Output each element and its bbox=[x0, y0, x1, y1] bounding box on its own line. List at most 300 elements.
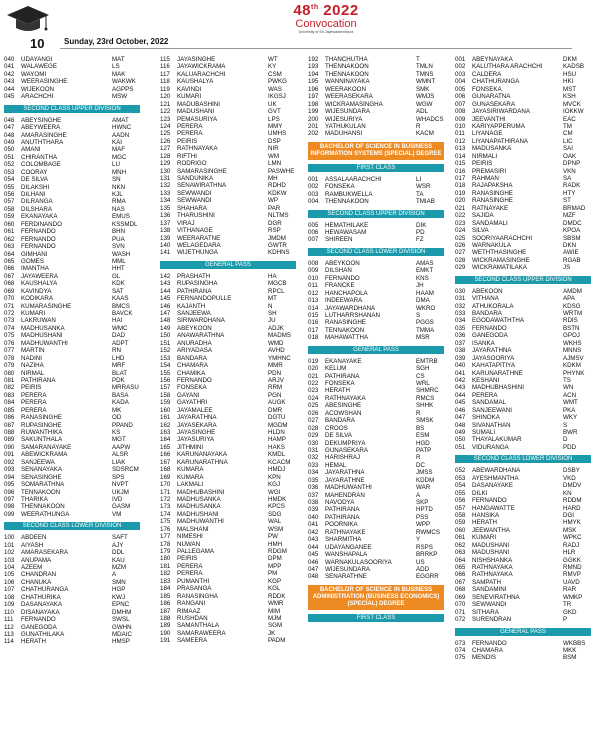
graduate-surname: KESHANI bbox=[472, 376, 500, 384]
graduate-number: 196 bbox=[308, 85, 319, 93]
graduate-number: 084 bbox=[4, 399, 15, 407]
graduate-number: 064 bbox=[455, 556, 466, 564]
graduate-row bbox=[455, 640, 591, 647]
graduate-row bbox=[160, 325, 296, 332]
graduate-initials: AMAS bbox=[416, 259, 434, 267]
graduate-surname: SEWWANDI bbox=[472, 601, 507, 609]
graduate-surname: DASANAYAKE bbox=[472, 482, 514, 490]
graduate-initials: BS bbox=[416, 424, 425, 432]
graduate-surname: DILSHARA bbox=[21, 205, 52, 213]
graduate-surname: GUNATHILAKA bbox=[21, 630, 65, 638]
graduate-number: 022 bbox=[308, 380, 319, 387]
degree-heading: BACHELOR OF SCIENCE IN BUSINESS ADMINISTRATION (BUSINESS ECONOMICS) (SPECIAL) DEGREE bbox=[308, 585, 444, 610]
graduate-number: 004 bbox=[455, 78, 466, 86]
graduate-row bbox=[308, 101, 444, 108]
graduate-number: 057 bbox=[455, 504, 466, 512]
graduate-initials: WAKWK bbox=[112, 78, 136, 86]
graduate-row bbox=[455, 429, 591, 436]
graduate-number: 035 bbox=[455, 324, 466, 332]
graduate-number: 040 bbox=[4, 56, 15, 63]
graduate-surname: SAMARAWEERA bbox=[177, 629, 226, 637]
graduate-row bbox=[160, 392, 296, 399]
graduate-initials: SA bbox=[563, 175, 572, 182]
graduate-row bbox=[455, 407, 591, 414]
graduate-row bbox=[4, 624, 140, 631]
graduate-initials: WGW bbox=[416, 100, 433, 108]
graduate-row bbox=[4, 206, 140, 213]
graduate-surname: FERNANDO bbox=[21, 228, 56, 236]
graduate-surname: MADUHANSI bbox=[325, 130, 363, 138]
graduate-row bbox=[160, 511, 296, 518]
graduate-number: 111 bbox=[4, 616, 14, 624]
graduate-initials: SKP bbox=[416, 499, 429, 506]
graduate-number: 039 bbox=[455, 354, 466, 362]
graduate-number: 125 bbox=[160, 130, 171, 138]
issue-date: Sunday, 23rd October, 2022 bbox=[64, 37, 169, 46]
graduate-row bbox=[160, 310, 296, 317]
graduate-row bbox=[455, 190, 591, 197]
graduate-initials: ADPT bbox=[112, 339, 129, 347]
graduate-surname: FERNANDO bbox=[472, 324, 507, 332]
graduate-row bbox=[160, 138, 296, 145]
graduate-number: 039 bbox=[308, 506, 319, 514]
graduate-number: 093 bbox=[4, 466, 15, 474]
graduate-initials: WMT bbox=[563, 399, 578, 407]
graduate-surname: AMANI bbox=[21, 146, 41, 154]
graduate-initials: RADK bbox=[563, 182, 581, 190]
graduate-number: 118 bbox=[160, 78, 170, 86]
graduate-number: 137 bbox=[160, 219, 171, 227]
graduate-number: 024 bbox=[308, 394, 319, 402]
graduate-surname: GUNASEKARA bbox=[325, 446, 368, 454]
graduate-surname: PERERA bbox=[21, 391, 47, 399]
graduate-surname: DILAKSHI bbox=[21, 183, 50, 191]
page-header bbox=[0, 0, 600, 56]
graduate-initials: BLAT bbox=[112, 369, 128, 377]
graduate-surname: WEERATHUNGA bbox=[21, 510, 70, 518]
graduate-initials: P bbox=[563, 616, 568, 624]
graduate-row bbox=[160, 190, 296, 197]
graduate-number: 006 bbox=[455, 93, 466, 101]
graduate-initials: DPM bbox=[268, 555, 282, 563]
graduate-number: 029 bbox=[308, 432, 319, 440]
graduate-initials: NLTMS bbox=[268, 212, 289, 220]
graduate-number: 009 bbox=[455, 115, 466, 123]
graduate-number: 175 bbox=[160, 518, 171, 526]
graduate-number: 048 bbox=[308, 573, 319, 581]
graduate-row bbox=[4, 511, 140, 518]
graduate-initials: BMCS bbox=[112, 302, 130, 310]
graduate-surname: LIYANAGE bbox=[472, 130, 503, 138]
graduate-number: 018 bbox=[308, 334, 319, 342]
graduate-initials: FZ bbox=[416, 236, 424, 244]
graduate-number: 103 bbox=[4, 556, 15, 564]
graduate-number: 062 bbox=[455, 541, 466, 549]
graduate-row bbox=[455, 594, 591, 601]
graduate-row bbox=[455, 436, 591, 443]
graduate-number: 019 bbox=[308, 357, 319, 365]
graduate-number: 181 bbox=[160, 562, 171, 570]
graduate-row bbox=[455, 116, 591, 123]
graduate-number: 010 bbox=[455, 122, 466, 130]
graduate-initials: MZF bbox=[563, 212, 576, 220]
graduate-number: 105 bbox=[4, 571, 15, 579]
graduate-row bbox=[160, 503, 296, 510]
graduate-initials: TA bbox=[416, 190, 424, 198]
graduate-row bbox=[160, 533, 296, 540]
graduate-number: 024 bbox=[455, 227, 466, 235]
graduate-initials: BRMAD bbox=[563, 204, 586, 212]
graduate-number: 042 bbox=[4, 70, 15, 78]
graduate-row bbox=[4, 451, 140, 458]
graduate-initials: DGI bbox=[563, 511, 575, 519]
graduate-number: 098 bbox=[4, 503, 15, 511]
graduate-surname: DE SILVA bbox=[325, 432, 352, 440]
graduate-row bbox=[455, 295, 591, 302]
graduate-row bbox=[4, 392, 140, 399]
graduate-number: 060 bbox=[4, 220, 15, 228]
graduate-row bbox=[308, 477, 444, 484]
graduate-number: 057 bbox=[4, 198, 15, 206]
graduate-initials: HMYK bbox=[563, 519, 581, 527]
graduate-initials: AMAT bbox=[112, 116, 129, 124]
graduate-number: 073 bbox=[4, 317, 15, 325]
graduate-number: 075 bbox=[4, 332, 15, 340]
graduate-row bbox=[4, 176, 140, 183]
graduate-initials: KN bbox=[563, 489, 572, 497]
graduate-initials: BSTN bbox=[563, 324, 580, 332]
graduate-row bbox=[4, 86, 140, 93]
graduate-row bbox=[308, 297, 444, 304]
graduate-number: 094 bbox=[4, 473, 15, 481]
graduate-row bbox=[308, 454, 444, 461]
graduate-number: 142 bbox=[160, 272, 171, 280]
graduate-number: 038 bbox=[308, 499, 319, 506]
graduate-initials: KDKM bbox=[563, 362, 581, 370]
graduate-number: 170 bbox=[160, 481, 171, 489]
graduate-row bbox=[308, 417, 444, 424]
graduate-surname: KODIKARA bbox=[21, 295, 53, 303]
graduate-row bbox=[4, 594, 140, 601]
graduate-initials: HPTD bbox=[416, 506, 433, 514]
graduate-surname: PATHIRANA bbox=[325, 372, 360, 380]
graduate-surname: AMARASEKARA bbox=[21, 549, 69, 557]
graduate-number: 049 bbox=[455, 429, 466, 436]
convocation-logo bbox=[276, 2, 376, 35]
graduate-row bbox=[4, 362, 140, 369]
graduate-number: 176 bbox=[160, 525, 171, 533]
graduate-number: 058 bbox=[4, 205, 15, 213]
graduate-number: 042 bbox=[308, 528, 319, 536]
graduate-surname: SENARATHNE bbox=[325, 573, 367, 581]
graduate-initials: DMDV bbox=[563, 482, 582, 490]
graduate-initials: MSK bbox=[563, 526, 577, 534]
graduate-number: 089 bbox=[4, 436, 15, 444]
graduate-number: 116 bbox=[160, 63, 170, 71]
graduate-initials: RPCL bbox=[268, 287, 285, 295]
graduate-surname: RANASINGHE bbox=[472, 197, 513, 205]
graduate-row bbox=[4, 384, 140, 391]
graduate-number: 046 bbox=[308, 558, 319, 566]
graduate-surname: THARUSHINI bbox=[177, 212, 215, 220]
graduate-row bbox=[308, 222, 444, 229]
graduate-surname: MARTIN bbox=[21, 347, 45, 355]
graduate-number: 013 bbox=[308, 297, 319, 305]
graduate-surname: KALUTHARA ARACHCHI bbox=[472, 63, 543, 71]
graduate-surname: KUMARI bbox=[21, 310, 46, 317]
graduate-number: 053 bbox=[455, 474, 466, 482]
graduate-initials: RDGM bbox=[268, 548, 287, 555]
graduate-initials: EPNC bbox=[112, 601, 130, 609]
graduate-surname: SAJIDA bbox=[472, 212, 494, 220]
graduate-initials: UMHS bbox=[268, 130, 287, 138]
graduate-row bbox=[308, 425, 444, 432]
graduate-surname: MADUBASHINI bbox=[177, 100, 220, 108]
graduate-surname: JITHMINI bbox=[177, 443, 204, 451]
graduate-row bbox=[4, 243, 140, 250]
graduate-initials: GVT bbox=[268, 108, 281, 116]
graduate-row bbox=[455, 370, 591, 377]
graduate-surname: ABEYNAYAKA bbox=[472, 56, 513, 63]
graduate-row bbox=[4, 503, 140, 510]
graduate-number: 018 bbox=[455, 182, 466, 190]
graduate-initials: AUGK bbox=[268, 399, 286, 407]
graduate-initials: KPOA bbox=[563, 227, 581, 235]
class-heading: SECOND CLASS LOWER DIVISION bbox=[455, 455, 591, 463]
graduate-initials: ST bbox=[563, 197, 571, 205]
graduate-initials: PADM bbox=[268, 637, 286, 645]
graduate-surname: FERNANDOPULLE bbox=[177, 295, 232, 303]
graduate-surname: JAYASINGHE bbox=[177, 429, 216, 436]
graduate-row bbox=[308, 236, 444, 243]
graduate-row bbox=[455, 557, 591, 564]
graduate-initials: IOKKW bbox=[563, 108, 584, 116]
graduate-surname: AMARASINGHE bbox=[21, 131, 67, 139]
graduate-initials: GPOJ bbox=[563, 332, 580, 340]
graduate-surname: ABEYKOON bbox=[177, 324, 212, 332]
graduate-initials: WMKP bbox=[563, 593, 583, 601]
graduate-row bbox=[160, 288, 296, 295]
graduate-initials: GKD bbox=[563, 608, 577, 616]
graduate-row bbox=[4, 251, 140, 258]
graduate-initials: EMUS bbox=[112, 213, 130, 221]
graduate-initials: BRRKP bbox=[416, 551, 438, 559]
graduate-surname: NIRMAL bbox=[21, 369, 45, 377]
graduate-number: 138 bbox=[160, 227, 171, 235]
graduate-initials: LMN bbox=[268, 160, 282, 168]
graduate-row bbox=[308, 447, 444, 454]
graduate-number: 050 bbox=[455, 436, 466, 444]
graduate-initials: PGN bbox=[268, 391, 282, 399]
graduate-surname: AZEEM bbox=[21, 564, 43, 571]
graduate-row bbox=[455, 303, 591, 310]
graduate-surname: SANDUNIKA bbox=[177, 175, 214, 182]
graduate-number: 020 bbox=[455, 197, 466, 205]
graduate-initials: PSS bbox=[416, 513, 429, 521]
graduate-row bbox=[455, 101, 591, 108]
graduate-row bbox=[160, 235, 296, 242]
graduate-number: 017 bbox=[455, 175, 466, 182]
graduate-row bbox=[4, 549, 140, 556]
graduate-row bbox=[308, 440, 444, 447]
graduate-initials: HKI bbox=[563, 78, 574, 86]
graduate-row bbox=[308, 275, 444, 282]
graduate-surname: MADHUSHANI bbox=[21, 332, 63, 340]
graduate-surname: RATHNAYAKA bbox=[325, 394, 366, 402]
graduate-initials: KGJ bbox=[268, 481, 281, 489]
graduate-initials: RWMCS bbox=[416, 528, 440, 536]
graduate-initials: KDHNS bbox=[268, 249, 290, 257]
graduate-initials: HHT bbox=[112, 265, 125, 273]
graduate-surname: MADHUSANKA bbox=[177, 495, 221, 503]
graduate-surname: LUTHARRSHANAN bbox=[325, 311, 381, 319]
graduate-surname: POORNIKA bbox=[325, 521, 358, 529]
graduate-surname: NIMESHI bbox=[177, 533, 203, 541]
graduate-number: 008 bbox=[455, 108, 466, 116]
graduate-row bbox=[160, 168, 296, 175]
graduate-surname: WIJETHUNGA bbox=[177, 249, 218, 257]
graduate-surname: FRANCKE bbox=[325, 282, 355, 290]
graduate-initials: RAR bbox=[563, 586, 577, 594]
graduate-number: 124 bbox=[160, 122, 171, 130]
graduate-row bbox=[4, 579, 140, 586]
graduate-row bbox=[4, 489, 140, 496]
graduate-surname: RAMBUKWELLA bbox=[325, 190, 373, 198]
graduate-initials: KPN bbox=[268, 473, 281, 481]
graduate-row bbox=[455, 377, 591, 384]
graduate-row bbox=[455, 288, 591, 295]
graduate-surname: JAYAWEERA bbox=[21, 272, 59, 280]
graduate-surname: JAYAWICKRAMA bbox=[177, 63, 226, 71]
graduate-surname: WARNAKULASOORIYA bbox=[325, 558, 392, 566]
graduate-surname: PATHIRANA bbox=[21, 376, 56, 384]
graduate-surname: RATHNAYAKA bbox=[472, 571, 513, 579]
graduate-number: 032 bbox=[455, 302, 466, 310]
graduate-surname: CHIRANTHA bbox=[21, 153, 58, 161]
graduate-surname: ABDEEN bbox=[21, 534, 47, 542]
graduate-row bbox=[455, 160, 591, 167]
graduate-initials: PDN bbox=[268, 369, 282, 377]
graduate-row bbox=[308, 71, 444, 78]
graduate-initials: KADA bbox=[112, 399, 129, 407]
graduate-initials: A bbox=[112, 571, 117, 579]
graduate-number: 099 bbox=[4, 510, 15, 518]
graduate-surname: WEERAKOON bbox=[325, 85, 366, 93]
graduate-number: 065 bbox=[455, 564, 466, 571]
graduate-row bbox=[160, 280, 296, 287]
graduate-number: 134 bbox=[160, 197, 171, 205]
graduate-surname: CROOS bbox=[325, 424, 348, 432]
graduate-initials: JMDM bbox=[268, 234, 286, 242]
graduate-row bbox=[4, 228, 140, 235]
graduate-number: 106 bbox=[4, 578, 15, 586]
graduate-number: 046 bbox=[4, 116, 15, 124]
graduate-initials: WMD bbox=[268, 339, 284, 347]
graduate-surname: RANASINGHE bbox=[472, 189, 513, 197]
graduate-surname: WALAWEGE bbox=[21, 63, 57, 71]
graduate-surname: PATHIRANA bbox=[325, 513, 360, 521]
graduate-surname: VIDURANGA bbox=[472, 443, 509, 451]
graduate-row bbox=[4, 370, 140, 377]
graduate-initials: SVN bbox=[112, 243, 125, 251]
graduate-row bbox=[308, 566, 444, 573]
graduate-row bbox=[160, 355, 296, 362]
graduate-surname: ANUTHTHARA bbox=[21, 138, 64, 146]
graduate-number: 033 bbox=[455, 310, 466, 317]
graduate-row bbox=[160, 108, 296, 115]
graduate-surname: ABEWARDHANA bbox=[472, 467, 521, 475]
graduate-initials: KAI bbox=[112, 138, 122, 146]
graduate-initials: SMK bbox=[416, 85, 430, 93]
graduate-number: 012 bbox=[308, 289, 319, 297]
graduate-row bbox=[455, 497, 591, 504]
graduate-row bbox=[160, 295, 296, 302]
graduate-number: 017 bbox=[308, 326, 319, 334]
graduate-surname: YATHUKULAN bbox=[325, 122, 366, 130]
graduate-row bbox=[455, 571, 591, 578]
graduate-number: 173 bbox=[160, 503, 171, 511]
graduate-initials: KDK bbox=[112, 280, 125, 288]
graduate-row bbox=[160, 459, 296, 466]
graduate-initials: DIK bbox=[416, 221, 427, 229]
graduate-row bbox=[455, 399, 591, 406]
graduate-row bbox=[4, 414, 140, 421]
graduate-surname: ISANKA bbox=[472, 339, 495, 347]
graduate-number: 122 bbox=[160, 108, 171, 116]
graduate-surname: RANGANI bbox=[177, 600, 206, 608]
graduate-row bbox=[308, 176, 444, 183]
graduate-number: 082 bbox=[4, 384, 15, 392]
graduate-row bbox=[160, 608, 296, 615]
graduate-row bbox=[308, 312, 444, 319]
graduate-row bbox=[4, 347, 140, 354]
graduate-initials: RSPS bbox=[416, 543, 433, 551]
graduate-surname: SHINOKA bbox=[472, 414, 500, 422]
graduate-initials: WAS bbox=[268, 85, 282, 93]
graduate-surname: THENNAKOON bbox=[21, 503, 65, 511]
graduate-initials: PW bbox=[268, 533, 278, 541]
graduate-number: 005 bbox=[455, 85, 466, 93]
graduate-row bbox=[4, 317, 140, 324]
graduate-row bbox=[455, 212, 591, 219]
graduate-number: 080 bbox=[4, 369, 15, 377]
graduate-surname: SURENDRAN bbox=[472, 616, 512, 624]
graduate-row bbox=[4, 571, 140, 578]
graduate-surname: SILVA bbox=[472, 227, 489, 235]
graduate-initials: WP bbox=[268, 197, 278, 205]
graduate-initials: MML bbox=[112, 257, 126, 265]
graduate-number: 023 bbox=[308, 387, 319, 395]
graduate-initials: DMHM bbox=[112, 608, 132, 616]
graduate-initials: WPP bbox=[416, 521, 431, 529]
graduate-row bbox=[455, 264, 591, 271]
graduate-surname: KARIYAPPERUMA bbox=[472, 122, 525, 130]
graduate-row bbox=[455, 444, 591, 451]
degree-heading: BACHELOR OF SCIENCE IN BUSINESS INFORMATION SYSTEMS (SPECIAL) DEGREE bbox=[308, 142, 444, 160]
graduate-surname: RUPASINGHA bbox=[177, 280, 218, 288]
graduate-row bbox=[455, 534, 591, 541]
graduate-number: 011 bbox=[308, 282, 318, 290]
graduate-surname: KARUNARATHNA bbox=[177, 458, 228, 466]
graduate-initials: DPNP bbox=[563, 160, 581, 168]
graduate-number: 052 bbox=[4, 161, 15, 169]
graduate-number: 081 bbox=[4, 376, 15, 384]
graduate-row bbox=[160, 317, 296, 324]
graduate-initials: BHN bbox=[112, 228, 126, 236]
graduate-row bbox=[160, 212, 296, 219]
graduate-number: 091 bbox=[4, 451, 15, 459]
graduate-number: 046 bbox=[455, 406, 466, 414]
